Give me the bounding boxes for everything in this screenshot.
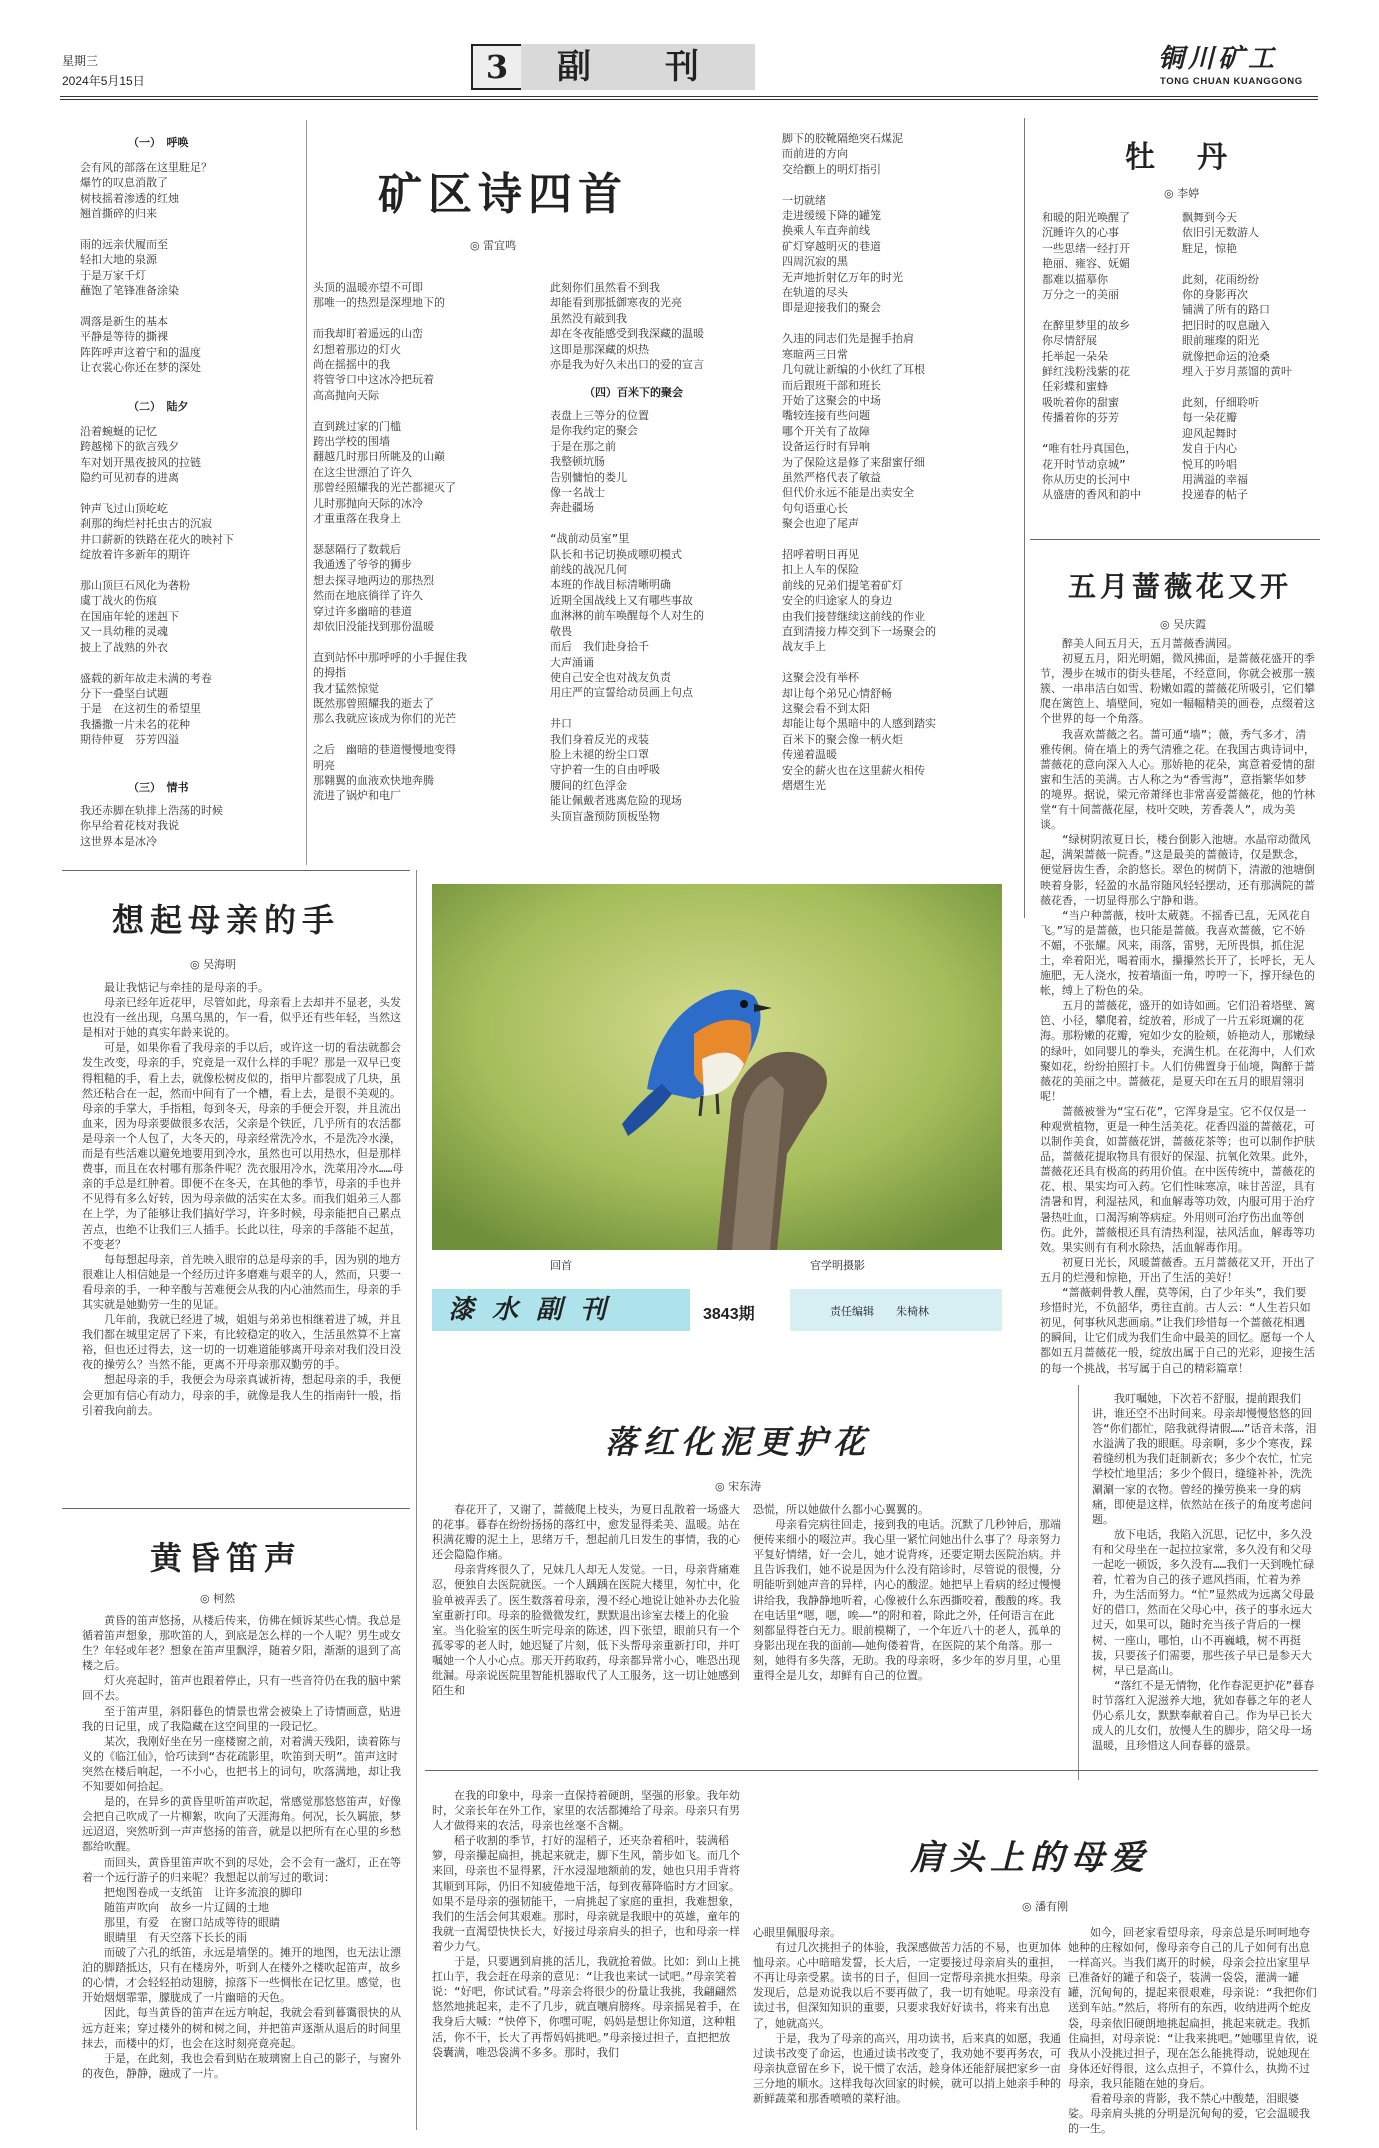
mother-hands-text: 最让我惦记与牵挂的是母亲的手。 母亲已经年近花甲，尽管如此，母亲看上去却并不显老，头发也没有一丝出现，乌黑乌黑的，乍一看，似乎还有些年轻，当然这是相对于她的真实年龄来说的。 可是，如果你看了我母亲的手以后，或许这一切的看法就都会发生改变，母亲的手，究竟是一双什么样的手呢？那是一双早已变得粗糙的手，看上去，就像松树皮似的，指甲片都裂成了几块，虽然还粘合在一起，然而中间有了一个槽，看上去，是很不美观的。母亲的手掌大，手指粗，每到冬天，母亲的手便会开裂，并且流出血来，因为母亲要做很多农活，父亲是个铁匠，几乎所有的农活都是母亲一个人包了，大冬天的，母亲经常洗冷水，不是洗冷水澡，而是有些活难以避免地要用到冷水，虽然也可以用热水，但是那样费事，而且在农村哪有那条件呢？洗衣服用冷水，洗菜用冷水……母亲的手总是红肿着。即便不在冬天，在其他的季节，母亲的手也并不见得有多么好转，因为母亲做的活实在太多。而我们姐弟三人都在上学，为了能够让我们搞好学习，许多时候，母亲能把自己累点苦点，也绝不让我们三人插手。长此以往，母亲的手落能不起茧，不变老？ 每每想起母亲，首先映入眼帘的总是母亲的手，因为别的地方很难让人相信她是一个经历过许多磨难与艰辛的人，然而，只要一看母亲的手，一种辛酸与苦难便会从我的内心油然而生，母亲的手其实就是她勤劳一生的见证。 几年前，我就已经进了城，姐姐与弟弟也相继着进了城，并且我们都在城里定居了下来，有比较稳定的收入，生活虽然算不上富裕，但也还过得去，这一切的一切难道能够离开母亲对我们没日没夜的操劳么？当然不能，更离不开母亲那双勤劳的手。 想起母亲的手，我便会为母亲真诚祈祷，想起母亲的手，我便会更加有信心有动力，母亲的手，就像是我人生的指南针一般，指引着我向前去。 [82,981,404,1417]
masthead: 铜川矿工 [1158,44,1279,74]
shoulder-col1-text: 在我的印象中，母亲一直保持着硬朗，坚强的形象。我年幼时，父亲长年在外工作，家里的农活都摊给了母亲。母亲只有男人才做得来的农活，母亲也丝毫不含糊。 稻子收割的季节，打好的湿稻子，还夹杂着稻叶，装满稻箩，母亲攥起扁担，挑起来就走，脚下生风，箭步如飞。而几个来回，母亲也不显得累，汗水浸湿地额前的发，她也只用手背将其顺到耳际，仍旧不知疲倦地干活，每到夜幕降临时方才回家。如果不是母亲的强韧能干，一肩挑起了家庭的重担，我难想象，我们的生活会何其艰难。那时，母亲就是我眼中的英雄，童年的我就一直渴望快快长大，好接过母亲肩头的担子，也和母亲一样着少力气。 于是，只要遇到肩挑的活儿，我就抢着做。比如：到山上挑扛山芋，我会赶在母亲的意见：“让我也来试一试吧。”母亲笑着说：“好吧，你试试看。”母亲会将很少的份量让我挑，我翩翩然悠然地挑起来，走不了几步，就直嚷肩膀疼。母亲摇晃着手，在我身后大喊：“快停下，你嘿可呢，妈妈是想让你知道，这种粗活，你不干，长大了再帮妈妈挑吧。”母亲接过担子，直把把放袋囊满，唯恐袋满不多多。那时，我们 [432,1789,740,2059]
poem-sec4-title: （四）百米下的聚会 [584,386,683,399]
poem-col3-text: 此刻你们虽然看不到我 却能看到那抵御寒夜的光亮 虽然没有敲到我 却在冬夜能感受到我深藏的温暖 这即是那深藏的炽热 亦是我为好久未出口的爱的宣言 [550,281,704,372]
masthead-pinyin: TONG CHUAN KUANGGONG [1160,76,1303,87]
poem-col2-text: 头顶的温暖亦望不可即 那唯一的热烈是深埋地下的 而我却盯着遥远的山峦 幻想着那边的灯火 尚在摇摇中的我 将管爷口中这冰冷把玩着 高高抛向天际 直到跳过家的门槛 跨出学校的围墙 翻越几时那日所眺及的山巅 在这尘世漂泊了许久 那曾经照耀我的光芒都褪灭了 儿时那抛向天际的冰冷 才重重落在我身上 瑟瑟隔行了数载后 我通透了爷爷的狮步 想去探寻地两边的那热烈 然而在地底徜徉了许久 穿过许多幽暗的巷道 却依旧没能找到那份温暖 直到站怀中那呼呼的小手握住我 的拇指 我才猛然惊觉 既然那曾照耀我的逝去了 那么我就应该成为你们的光芒 之后 幽暗的巷道慢慢地变得 明亮 那翱翼的血液欢快地奔腾 流进了锅炉和电厂 [313,281,467,803]
poem-sec1-title: （一） 呼唤 [128,136,189,149]
poem-sec2-text: 沿着蜿蜒的记忆 跨越梯下的欲言残夕 车对划开黑夜披风的拉链 隐约可见初春的进离 钟声飞过山顶屹屹 刹那的绚烂衬托虫古的沉寂 井口薪新的铁路在花火的映衬下 绽放着许多新年的期许 那山顶巨石风化为砻粉 虞丁战火的伤痕 在国庙年轮的迷赳下 又一具幼稚的灵魂 披上了战熟的外衣 盛载的新年故走未满的考卷 分下一叠坚白试题 于是 在这初生的希望里 我播撒一片未名的花种 期待仲夏 芬芳四溢 [80,425,234,747]
banner-editor-box [790,1289,1002,1331]
banner-name: 漆水副刊 [448,1295,625,1325]
poem-col-rule [306,120,307,865]
peony-author: ◎ 李婷 [1164,185,1199,201]
poem-sec4-text: 表盘上三等分的位置 是你我约定的聚会 于是在那之前 我整顿坑肠 告别慵怕的娄儿 像一名战士 奔赴疆场 “战前动员室”里 队长和书记切换成嘌叨模式 前线的战况几何 本班的作战目标清晰明确 近期全国战线上又有哪些事故 血淋淋的前车唤醒每个人对生的 敬畏 而后 我们赴身拾千 大声涌诵 使自己安全也对战友负责 用庄严的宣誓给动员画上句点 井口 我们身着反光的戎装 脸上未褪的纷尘口罩 守护着一生的自由呼吸 腰间的红色浮金 能让佩戴者逃离危险的现场 头顶盲盏预防顶板坠物 [550,409,704,823]
header-rule [60,96,1318,97]
poem-sec2-title: （二） 陆夕 [128,400,189,413]
page-label-box [521,44,755,90]
header-rule-2 [60,99,1318,100]
rose-text: 醉美人间五月天，五月蔷薇香满园。 初夏五月，阳光明媚，微风拂面，是蔷薇花盛开的季节，漫步在城市的街头巷尾，不经意间，你就会被那一簇簇、一串串洁白如雪、粉嫩如霞的蔷薇花所吸引，它们攀爬在篱笆上、墙壁间，宛如一幅幅精美的画卷，点缀着这个世界的每一个角落。 我喜欢蔷薇之名。蔷可通“墙”；薇，秀气多才，清雅传俐。倚在墙上的秀气清雅之花。在我国古典诗词中，蔷薇花的意向深入人心。那娇艳的花朵，寓意着爱情的甜蜜和生活的美满。古人称之为“香雪海”，意指繁华如梦的境界。据说，梁元帝萧绎也非常喜爱蔷薇花，他的竹林堂“有十间蔷薇花屋，枝叶交映，芳香袭人”，成为美谈。 “绿树阴浓夏日长，楼台倒影入池塘。水晶帘动微风起，满架蔷薇一院香。”这是最美的蔷薇诗，仅是默念，便觉唇齿生香，余韵悠长。翠色的树荫下，清澈的池塘倒映着身影，轻盈的水晶帘随风轻轻摆动，还有那满院的蔷薇花香，一切显得那么宁静和谐。 “当户种蔷薇，枝叶太葳蕤。不摇香已乱，无风花自飞。”写的是蔷薇，也只能是蔷薇。我喜欢蔷薇，它不娇不媚，不张耀。风来，雨落，雷劈，无所畏惧，抓住泥土，牵着阳光，喝着雨水，攥攥然长开了，长呼长，无人施肥，无人浇水，按着墙面一角，哼哼一下，撑开绿色的帐，缚上了粉色的朵。 五月的蔷薇花，盛开的如诗如画。它们沿着塔壁、篱笆、小径，攀爬着，绽放着，形成了一片五彩斑斓的花海。那粉嫩的花瓣，宛如少女的脸颊，娇艳动人，那嫩绿的绿叶，如同婴儿的拳头，充满生机。在花海中，人们欢聚如花，纷纷拍照打卡。人们仿佛置身于仙境，陶醉于蔷薇花的美丽之中。蔷薇花，是夏天印在五月的眼眉翎羽呢！ 蔷薇被誉为“宝石花”，它浑身是宝。它不仅仅是一种观赏植物，更是一种生活美花。花香四溢的蔷薇花，可以制作美食，如蔷薇花饼，蔷薇花茶等；也可以制作护肤品，蔷薇花提取物具有很好的保湿、抗氧化效果。此外，蔷薇花还具有极高的药用价值。在中医传统中，蔷薇花的花、根、果实均可入药。它们性味寒凉，味甘苦涩，具有清暑和胃，利湿祛风，和血解毒等功效，内服可用于治疗暑热吐血，口渴泻痢等病症。外用则可治疗伤出血等创伤。此外，蔷薇根还具有清热利湿，祛风活血，解毒等功效。果实则有有利水除热，活血解毒作用。 初夏日光长，风暖蔷薇香。五月蔷薇花又开，开出了五月的烂漫和惊艳，开出了生活的美好！ “蔷薇刺骨教人醒，莫等闲，白了少年头”，我们要珍惜时光，不负韶华，勇往直前。古人云：“人生若只如初见，何事秋风悲画扇。”让我们珍惜每一个蔷薇花相遇的瞬间，让它们成为我们生命中最美的回忆。愿每一个人都如五月蔷薇花一般，绽放出属于自己的光彩，迎接生活的每一个挑战，书写属于自己的精彩篇章！ [1040,637,1315,1375]
banner-editor-label: 责任编辑 [830,1305,874,1318]
petals-col1-text: 春花开了，又谢了，蔷薇爬上枝头，为夏日乱散着一场盛大的花事。暮春在纷纷扬扬的落红中，愈发显得柔美、温暖。站在积满花瓣的泥土上，思绪万千，想起前几日发生的事情，我的心还会隐隐作痛。 母亲背疼很久了，兄妹几人却无人发觉。一日，母亲背痛难忍，便独自去医院就医。一个人踽踽在医院大楼里，匆忙中，化验单被弄丢了。医生数落着母亲，漫不经心地说让她补办去化验室重新打印。母亲的脸微微发红，默默退出诊室去楼上的化验室。当化验室的医生听完母亲的陈述，四下张望，眼前只有一个孤零零的老人时，她迟疑了片刻，低下头帮母亲重新打印，并叮嘱她一个人小心点。那天开药取药，母亲都异常小心，唯恐出现纰漏。母亲说医院里智能机器取代了人工服务，这一切让她感到陌生和 [432,1503,740,1698]
flute-text: 黄昏的笛声悠扬，从楼后传来，仿佛在倾诉某些心情。我总是循着笛声想象，那吹笛的人，到底是怎么样的一个人呢？男生或女生？年轻或年老？想象在笛声里飘浮，随着夕阳，渐渐的退到了高楼之后。 灯火亮起时，笛声也跟着停止，只有一些音符仍在我的脑中萦回不去。 至于笛声里，斜阳暮色的情景也常会被染上了诗情画意，贴进我的日记里，成了我隐藏在这空间里的一段记忆。 某次，我刚好坐在另一座楼窗之前，对着满天残阳，读着陈与义的《临江仙》，恰巧读到“杏花疏影里，吹笛到天明”。笛声这时突然在楼后响起，一不小心，也把书上的词句，吹落满地，却让我不知要如何拾起。 是的，在异乡的黄昏里听笛声吹起，常感觉那悠悠笛声，好像会把自己吹成了一片柳絮，吹向了天涯海角。何况，长久羁旅，梦远迢迢，突然听到一声声悠扬的笛音，就是以把所有在心里的乡愁都给吹醒。 而回头，黄昏里笛声吹不到的尽处，会不会有一盏灯，正在等着一个远行游子的归来呢？我想起以前写过的歌词： 把炮图卷成一支纸笛 让许多流浪的脚印 随笛声吹向 故乡一片辽阔的土地 那里，有爱 在窗口站成等待的眼睛 眼睛里 有天空落下长长的雨 而破了六孔的纸笛，永远是墙堡的。摊开的地图，也无法让漂泊的脚踏抵达，只有在楼房外，听到人在楼外之楼吹起笛声，故乡的心情，才会轻轻拍动翅膀，掠落下一些惆怅在记忆里。感觉，也开始烟烟霏霏，朦胧成了一片幽暗的天色。 因此，每当黄昏的笛声在远方响起，我就会看到暮霭很快的从远方赶来；穿过楼外的树和树之间，并把笛声逐渐从退后的时间里抹去，而楼中的灯，也会在这时刻亮竟亮起。 于是，在此刻，我也会看到贴在玻璃窗上自己的影子，与窗外的夜色，静静，融成了一片。 [82,1614,401,2080]
rose-author: ◎ 吴庆霞 [1160,616,1206,632]
page-label: 副 刊 [557,47,719,87]
shoulder-col2-text: 心眼里佩服母亲。 有过几次挑担子的体验，我深感做苦力活的不易，也更加体恤母亲。心中暗暗发誓，长大后，一定要接过母亲肩头的重担，不再让母亲受累。读书的日子，但回一定帮母亲挑水担柴。母亲发现后，总是劝说我以后不要再做了，我一切有她呢。母亲没有读过书，但深知知识的重要，只要求我好好读书，将来有出息了，她就高兴。 于是，我为了母亲的高兴，用功读书，后来真的如愿，我通过读书改变了命运，也通过读书改变了，我劝她不要再务农，可母亲执意留在乡下，说干惯了农活，趁身体还能舒展把家乡一亩三分地的顺水。这样我每次回家的时候，就可以捎上她亲手种的新鲜蔬菜和那香喷喷的菜籽油。 [753,1926,1061,2106]
petals-title: 落红化泥更护花 [605,1423,872,1461]
header-weekday: 星期三 [62,54,99,68]
poems-author: ◎ 雷宜鸣 [470,237,516,253]
poem-sec3-text: 我还赤脚在轨排上浩荡的时候 你早给着花枝对我说 这世界本是冰冷 [80,804,223,848]
petals-col2-text: 恐慌，所以她做什么都小心翼翼的。 母亲看完病往回走，接到我的电话。沉默了几秒钟后，那端便传来细小的啜泣声。我心里一紧忙问她出什么事了？母亲努力平复好情绪，好一会儿，她才说背疼，还要定期去医院治病。并且告诉我们，她不说是因为什么没有陪诊时，尽管说的很慢，分明能听到她声音的异样，内心的酸涩。她把早上看病的经过慢慢讲给我，我静静地听着，心像被什么东西撕咬着，酸酸的疼。我在电话里“嗯，嗯，唉——”的附和着，除此之外，任何语言在此刻都显得苍白无力。眼前模糊了，一个年近八十的老人，孤单的身影出现在我的面前——她佝偻着背，在医院的某个角落。那一刻，她得有多失落，无助。我的母亲呀，多少年的岁月里，心里重得全是儿女，却鲜有自己的位置。 [753,1503,1061,1683]
peony-rule [1030,539,1320,540]
flute-author: ◎ 柯然 [200,1590,235,1606]
photo-caption: 回首 [550,1259,572,1272]
right-story-text: 我叮嘱她，下次若不舒服，提前跟我们讲，谁还空不出时间来。母亲却慢慢悠悠的回答“你们都忙，陪我就得请假……”话音未落，泪水溢满了我的眼眶。母亲啊，多少个寒夜，踩着缝纫机为我们赶制新衣；多少个农忙，忙完学校忙地里活；多少个假日，缝缝补补，洗洗涮涮一家的衣物。曾经的操劳换来一身的病痛，即使是这样，依然站在孩子的角度考虑问题。 放下电话，我陷入沉思，记忆中，多久没有和父母坐在一起拉拉家常，多久没有和父母一起吃一顿饭，多久没有……我们一天到晚忙碌着，忙着为自己的孩子遮风挡雨，忙着为养升，为生活而努力。“忙”显然成为远离父母最好的借口，然而在父母心中，孩子的事永远大过天，如果可以，随时充当孩子背后的一棵树、一座山，哪怕，山不再巍峨，树不再挺拔，只要孩子们需要，那些孩子早已是参天大树，早已是高山。 “落红不是无情物，化作春泥更护花”暮春时节落红入泥滋养大地，犹如春暮之年的老人仍心系儿女，默默奉献着自己。作为早已长大成人的儿女们，放慢人生的脚步，陪父母一场温暖，且珍惜这人间春暮的盛景。 [1092,1392,1317,1753]
peony-title: 牡 丹 [1125,140,1233,175]
flute-top-rule [62,1508,410,1509]
peony-col2-text: 飘舞到今天 依旧引无数游人 駐足，惊艳 此刻，花雨纷纷 你的身影再次 铺满了所有的路口 把旧时的叹息融入 眼前璀璨的阳光 就像把命运的沧桑 埋入于岁月蒸馏的黄叶 此刻，仔细聆听 每一朵花瓣 迎风起舞时 发自于内心 悦耳的吟唱 用满溢的幸福 投递春的帖子 [1182,211,1292,502]
mother-hands-title: 想起母亲的手 [112,901,341,939]
right-column-rule [1024,118,1025,918]
banner-issue: 3843期 [703,1306,755,1323]
photo-credit: 官学明摄影 [810,1259,865,1272]
peony-col1-text: 和暖的阳光唤醒了 沉睡许久的心事 一些思绪一经打开 艳丽、雍容、妩媚 都难以描摹你 万分之一的美丽 在醉里梦里的故乡 你尽情舒展 托举起一朵朵 鲜红浅粉浅紫的花 任彩蝶和蜜蜂 吸吮着你的甜蜜 传播着你的芬芳 “唯有牡丹真国色， 花开时节动京城” 你从历史的长河中 从盛唐的香风和韵中 [1042,211,1141,502]
page-number: 3 [485,48,509,86]
banner-box [432,1289,690,1331]
banner-editor: 朱椅林 [896,1305,929,1318]
page-number-box [471,44,523,90]
header-date: 2024年5月15日 [62,74,145,88]
mother-hands-top-rule [62,870,410,871]
poems-title: 矿区诗四首 [378,169,628,220]
shoulder-author: ◎ 潘有刚 [1022,1898,1068,1914]
lower-section-rule [425,1770,1318,1771]
bird-photo-svg [432,884,1002,1250]
poem-col4-text: 脚下的胶靴隔绝突石煤泥 而前进的方向 交给颧上的明灯指引 一切就绪 走进缓缓下降的罐笼 换乘人车直奔前线 矿灯穿越明灭的巷道 四周沉寂的黑 无声地折射亿万年的时光 在轨道的尽头 即是迎接我们的聚会 久违的同志们先是握手抬肩 寒暄两三日常 几句就让新编的小伙红了耳根 而后跟班干部和班长 开始了这聚会的中场 嘴较连接有些问题 哪个开关有了故障 设备运行时有异响 为了保险这是修了来甜蜜仔细 虽然严格代表了敏益 但代价永远不能是出卖安全 句句语重心长 聚会也迎了尾声 招呼着明日再见 扣上人车的保险 前线的兄弟们提笔着矿灯 安全的归途家人的身边 由我们接替继续这前线的作业 直到清接力棒交到下一场聚会的 战友手上 这聚会没有举杯 却让每个弟兄心情舒畅 这聚会看不到太阳 却能让每个黑暗中的人感到踏实 百米下的聚会像一柄火炬 传递着温暖 安全的薪火也在这里薪火相传 熠熠生光 [782,132,936,793]
shoulder-title: 肩头上的母爱 [910,1838,1150,1878]
petals-author: ◎ 宋东涛 [715,1478,761,1494]
bird-photo [432,884,1002,1250]
left-column-rule [416,870,417,2130]
poem-sec3-title: （三） 情书 [128,781,189,794]
poem-sec1-text: 会有风的部落在这里駐足？ 爆竹的叹息消散了 树枝摇着渗透的红烛 翘首撕碎的归来 雨的远亲伏履而至 轻扣大地的泉源 于是万家千灯 蘸饱了笔锋准备涂染 凋落是新生的基本 平静是等待的撕裸 阵阵呼声这着宁和的温度 让衣裳心你还在梦的深处 [80,161,212,375]
shoulder-col3-text: 如今，回老家看望母亲，母亲总是乐呵呵地夸她种的庄稼如何，像母亲夸自己的儿子如何有出息一样高兴。当我们离开的时候，母亲会拉出家里早已准备好的罐子和袋子，装满一袋袋，灌满一罐罐，沉甸甸的，提起来很艰难，母亲说：“我把你们送到车站。”然后，将所有的东西，收纳进两个蛇皮袋，母亲依旧硬朗地挑起扁担，挑起来就走。我抓住扁担，对母亲说：“让我来挑吧。”她哪里肯依，说我从小没挑过担子，现在怎么能挑得动，说她现在身体还好得很，这么点担子，不算什么，执拗不过母亲，我只能随在她的身后。 看着母亲的背影，我不禁心中酸楚，泪眼婆娑。母亲肩头挑的分明是沉甸甸的爱，它会温暖我的一生。 [1068,1926,1318,2136]
flute-title: 黄昏笛声 [150,1539,303,1577]
mother-hands-author: ◎ 吴海明 [190,956,236,972]
right-lower-rule [1078,1385,1079,1780]
rose-title: 五月蔷薇花又开 [1068,570,1293,603]
